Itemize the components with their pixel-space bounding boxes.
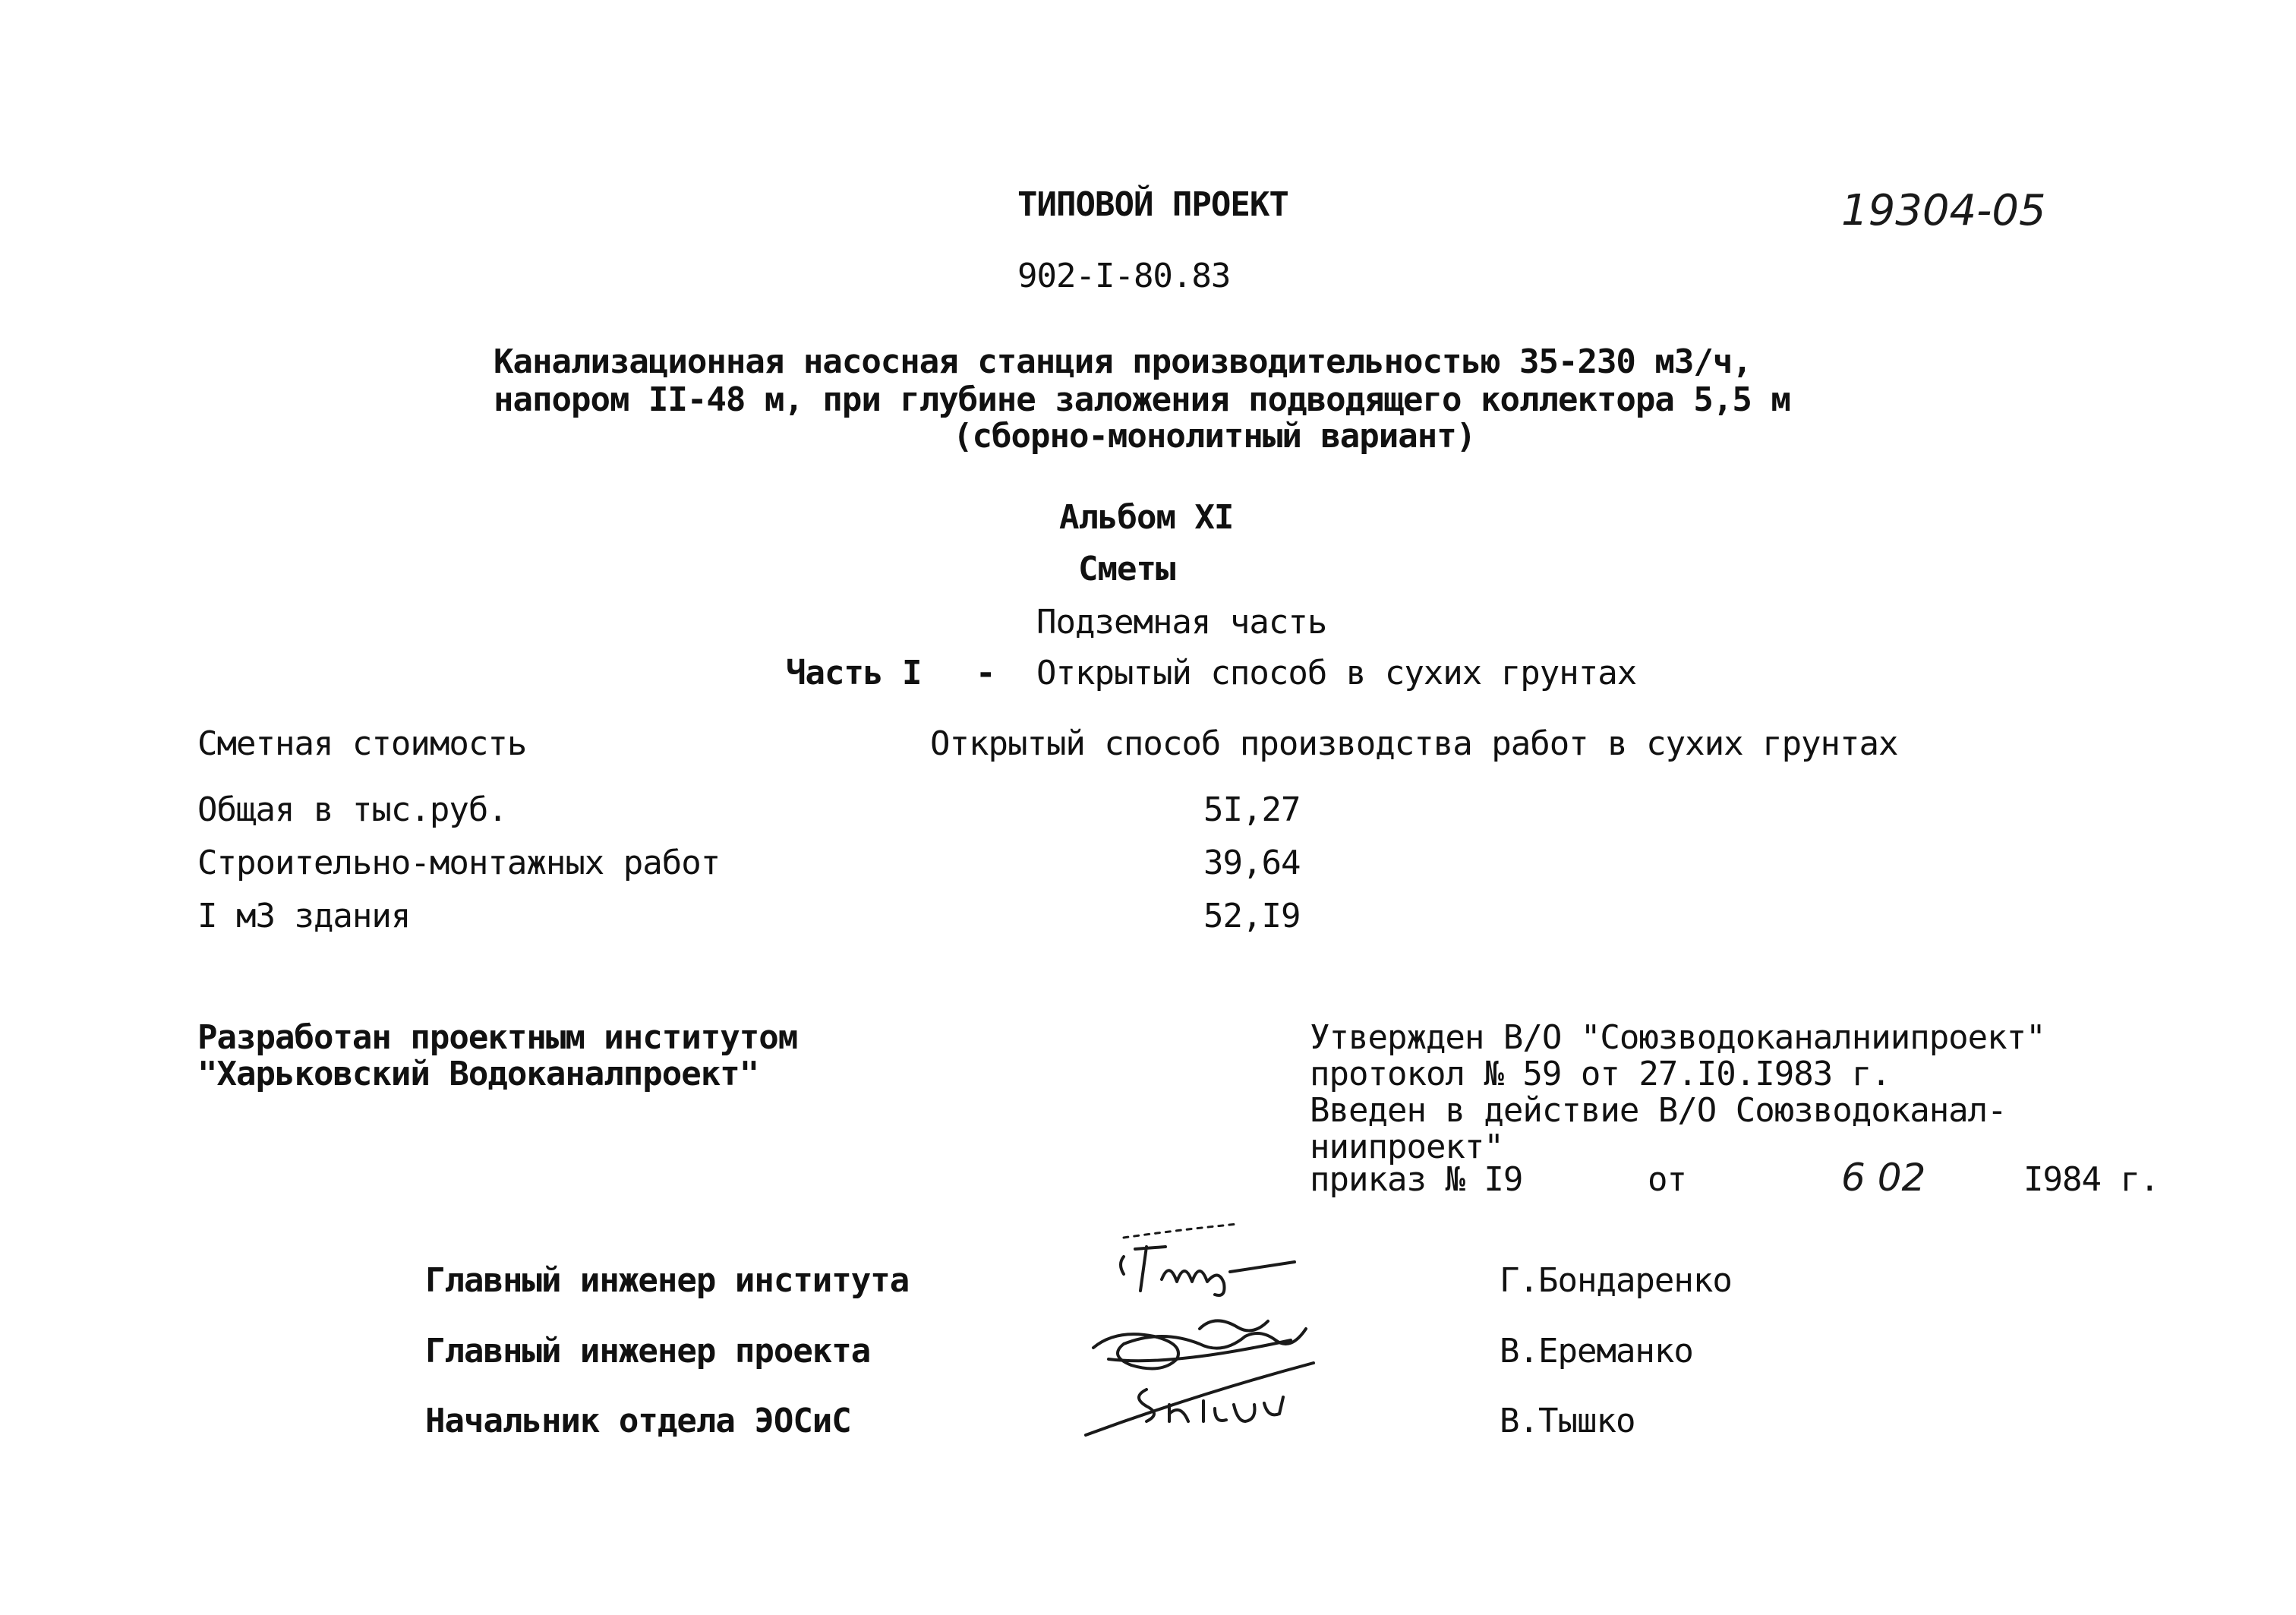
signatory-name: Г.Бондаренко [1500, 1261, 1732, 1300]
part-label: Часть I [786, 654, 922, 692]
order-from-label: от [1648, 1160, 1686, 1199]
album-number: Альбом XI [1059, 498, 1234, 537]
cost-row-value: 39,64 [1203, 844, 1301, 882]
approval-line-3: Введен в действие В/О Союзводоканал- [1310, 1091, 2007, 1130]
cost-row-label: Строительно-монтажных работ [197, 844, 721, 882]
developer-line-1: Разработан проектным институтом [197, 1018, 798, 1057]
approval-line-1: Утвержден В/О "Союзводоканалниипроект" [1310, 1018, 2045, 1057]
project-number: 902-I-80.83 [1017, 257, 1231, 295]
approval-line-2: протокол № 59 от 27.I0.I983 г. [1310, 1055, 1891, 1093]
subject-line-1: Канализационная насосная станция производительностью 35-230 м3/ч, [494, 342, 1752, 381]
part-title: Открытый способ в сухих грунтах [1036, 654, 1637, 692]
cost-row-label: Общая в тыс.руб. [197, 790, 507, 829]
signatory-role: Начальник отдела ЭОСиС [425, 1402, 851, 1440]
cost-header-right: Открытый способ производства работ в сухих грунтах [930, 724, 1898, 763]
cost-row-value: 52,I9 [1203, 897, 1301, 935]
signatory-role: Главный инженер проекта [425, 1332, 871, 1371]
cost-row-label: I м3 здания [197, 897, 411, 935]
order-year: I984 г. [2023, 1160, 2159, 1199]
signatory-name: В.Ереманко [1500, 1332, 1693, 1371]
order-day-month: 6 02 [1841, 1156, 1926, 1200]
subject-line-3: (сборно-монолитный вариант) [953, 417, 1476, 456]
order-label: приказ № I9 [1310, 1160, 1523, 1199]
album-subsection: Подземная часть [1036, 603, 1327, 642]
handwritten-signatures [1063, 1215, 1382, 1458]
archive-number: 19304-05 [1841, 186, 2046, 235]
signatory-role: Главный инженер института [425, 1261, 910, 1300]
cost-row-value: 5I,27 [1203, 790, 1301, 829]
approval-line-4: ниипроект" [1310, 1128, 1503, 1166]
cost-header-left: Сметная стоимость [197, 724, 527, 763]
signatory-name: В.Тышко [1500, 1402, 1635, 1440]
document-type-title: ТИПОВОЙ ПРОЕКТ [1017, 185, 1288, 224]
album-section: Сметы [1078, 550, 1175, 588]
developer-line-2: "Харьковский Водоканалпроект" [197, 1055, 759, 1093]
part-dash: - [976, 654, 995, 692]
subject-line-2: напором II-48 м, при глубине заложения подводящего коллектора 5,5 м [494, 380, 1790, 419]
